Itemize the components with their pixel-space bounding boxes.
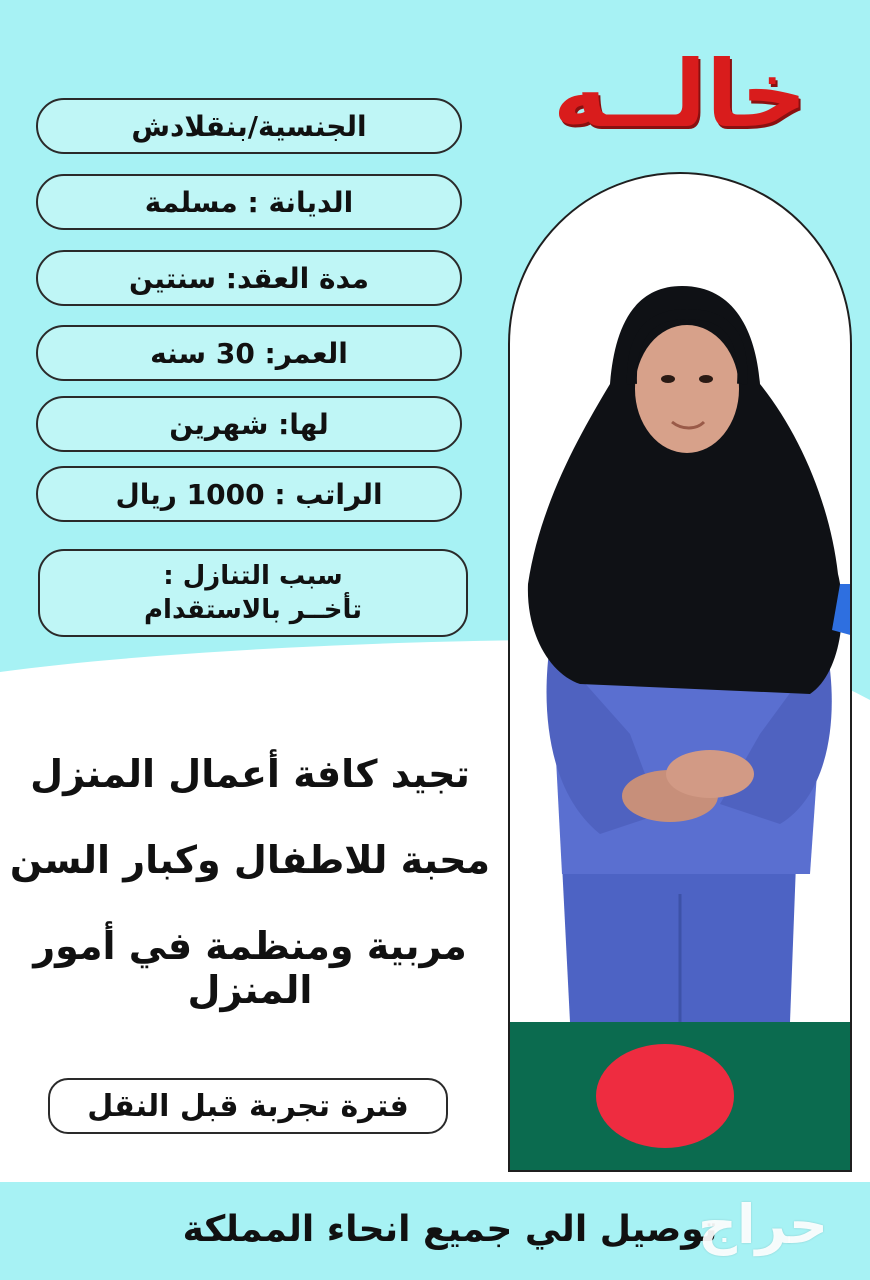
worker-photo-frame xyxy=(508,172,852,1172)
footer-delivery-text: توصيل الي جميع انحاء المملكة xyxy=(182,1209,718,1250)
skill-line-3: مربية ومنظمة في أمور المنزل xyxy=(33,924,467,1012)
salary-field: الراتب : 1000 ريال xyxy=(36,466,462,522)
bangladesh-flag xyxy=(510,1022,852,1170)
skill-line-2: محبة للاطفال وكبار السن xyxy=(9,838,491,882)
flag-red-disc xyxy=(596,1044,734,1148)
transfer-reason-value: تأخــر بالاستقدام xyxy=(143,595,363,625)
worker-photo xyxy=(510,174,852,1022)
contract-duration-field: مدة العقد: سنتين xyxy=(36,250,462,306)
nationality-field: الجنسية/بنقلادش xyxy=(36,98,462,154)
transfer-reason-label: سبب التنازل : xyxy=(163,561,343,591)
haraj-watermark: حراج xyxy=(698,1193,828,1256)
religion-field: الديانة : مسلمة xyxy=(36,174,462,230)
age-field: العمر: 30 سنه xyxy=(36,325,462,381)
skill-line-1: تجيد كافة أعمال المنزل xyxy=(30,752,470,796)
time-served-field: لها: شهرين xyxy=(36,396,462,452)
transfer-reason-box xyxy=(38,549,468,637)
page-title: خالــه xyxy=(552,41,808,148)
trial-period-badge: فترة تجربة قبل النقل xyxy=(48,1078,448,1134)
